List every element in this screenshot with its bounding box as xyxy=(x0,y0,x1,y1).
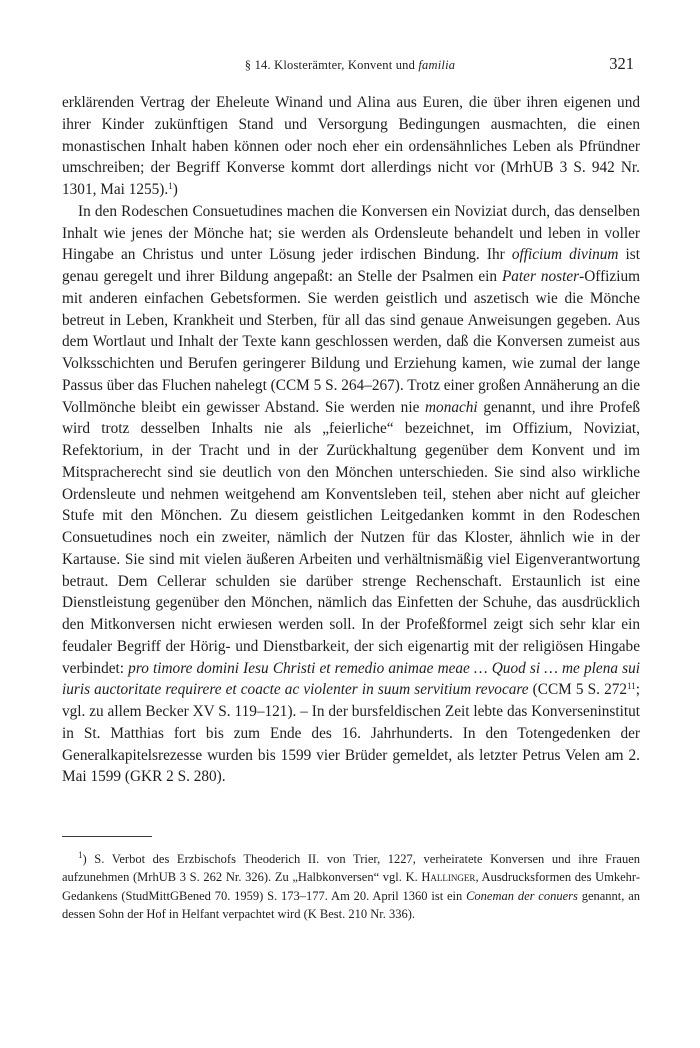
paragraph-2 xyxy=(62,201,640,788)
p2-italic-a: officium divinum xyxy=(511,246,619,264)
running-head-text: § 14. Klosterämter, Konvent und xyxy=(244,58,419,72)
p2-text-c: -Offizium mit anderen einfachen Gebetsformen. Sie werden geistlich und aszetisch wie die Mönche betreut in Leben, Krankheit und Sterben, für all das sind genaue Anweisungen gegeben. Aus dem Wortlaut und Inhalt der Texte kann geschlossen werden, daß die Konversen zumeist aus Volksschichten und Berufen geringerer Bildung und Erziehung kamen, wie zumal der lange Passus über das Fluchen nahelegt (CCM 5 S. 264–267). Trotz einer großen Annäherung an die Vollmönche bleibt ein gewisser Abstand. Sie werden nie xyxy=(62,268,640,416)
running-head-italic: familia xyxy=(418,58,456,72)
footnote-paragraph xyxy=(62,850,640,923)
page-header xyxy=(62,54,638,76)
fn-author: Hallinger xyxy=(421,870,476,885)
p2-italic-d: pro timore domini Iesu Christi et remedio animae meae … Quod si … me plena sui iuris auctoritate requirere et coacte ac violenter in suum servitium revocare xyxy=(62,659,640,699)
p2-text-e: (CCM 5 S. 272 xyxy=(528,681,628,699)
p2-text-a: In den Rodeschen Consuetudines machen die Konversen ein Noviziat durch, das denselben Inhalt wie jenes der Mönche hat; sie werden als Ordensleute behandelt und leben in voller Hingabe an Christus und unter Lösung jeder irdischen Bindung. Ihr xyxy=(62,202,640,264)
p2-superscript: 11 xyxy=(627,681,636,692)
footnote-mark: 1 xyxy=(78,850,83,860)
p2-text-b: ist genau geregelt und ihrer Bildung angepaßt: an Stelle der Psalmen ein xyxy=(62,246,641,285)
footnote-divider xyxy=(62,836,152,837)
p2-text-f: ; vgl. zu allem Becker XV S. 119–121). – In der bursfeldischen Zeit lebte das Konverseninstitut in St. Matthias fort bis zum Ende des 16. Jahrhunderts. In den Totengedenken der Generalkapitelsrezesse wurden bis 1599 vier Brüder gemeldet, als letzter Petrus Velen am 2. Mai 1599 (GKR 2 S. 280). xyxy=(62,681,640,786)
footnote-reference: 1 xyxy=(168,181,173,191)
running-head xyxy=(62,58,638,73)
p1-text-b: ) xyxy=(172,181,178,198)
p2-text-d: genannt, und ihre Profeß wird trotz desselben Inhalts nie als „feierliche“ bezeichnet, im Offizium, Noviziat, Refektorium, in der Tracht und in der Zurückhaltung gegenüber dem Konvent und im Mitspracherecht sind sie deutlich von den Mönchen unterschieden. Sie sind also wirkliche Ordensleute und nehmen weitgehend am Konventsleben teil, stehen aber nicht auf gleicher Stufe mit den Mönchen. Zu diesem geistlichen Leitgedanken kommt in den Rodeschen Consuetudines noch ein zweiter, nämlich der Nutzen für das Kloster, ähnlich wie in der Kartause. Sie sind mit vielen äußeren Arbeiten und verhältnismäßig viel Eigenverantwortung betraut. Dem Cellerar schulden sie darüber strenge Rechenschaft. Erstaunlich ist eine Dienstleistung gegenüber den Mönchen, nämlich das Einfetten der Schuhe, das ausdrücklich den Mitkonversen nicht erwiesen werden soll. In der Profeßformel zeigt sich sehr klar ein feudaler Begriff der Hörig- und Dienstbarkeit, der sich eigenartig mit der religiösen Hingabe verbindet: xyxy=(62,398,640,677)
fn-italic: Coneman der conuers xyxy=(466,888,578,903)
p1-text-a: erklärenden Vertrag der Eheleute Winand und Alina aus Euren, die über ihren eigenen und ihrer Kinder zukünftigen Stand und Versorgung Bedingungen ausmachten, die einen monastischen Inhalt haben können oder noch eher ein ordensähnliches Leben als Pfründner umschreiben; der Begriff Konverse kommt dort allerdings nicht vor (MrhUB 3 S. 942 Nr. 1301, Mai 1255). xyxy=(62,94,640,198)
fn-text-c: genannt, an dessen Sohn der Hof in Helfant verpachtet wird (K Best. 210 Nr. 336). xyxy=(62,888,640,921)
fn-text-b: , Ausdrucksformen des Umkehr-Gedankens (StudMittGBened 70. 1959) S. 173–177. Am 20. April 1360 ist ein xyxy=(62,870,640,903)
body-text xyxy=(62,92,640,788)
p2-italic-b: Pater noster xyxy=(501,268,580,285)
fn-text-a: ) S. Verbot des Erzbischofs Theoderich II. von Trier, 1227, verheiratete Konversen und ihre Frauen aufzunehmen (MrhUB 3 S. 262 Nr. 326). Zu „Halbkonversen“ vgl. K. xyxy=(62,852,640,885)
paragraph-1 xyxy=(62,92,640,201)
p2-italic-c: monachi xyxy=(425,398,478,416)
page-number: 321 xyxy=(609,54,634,73)
footnote xyxy=(62,850,640,923)
